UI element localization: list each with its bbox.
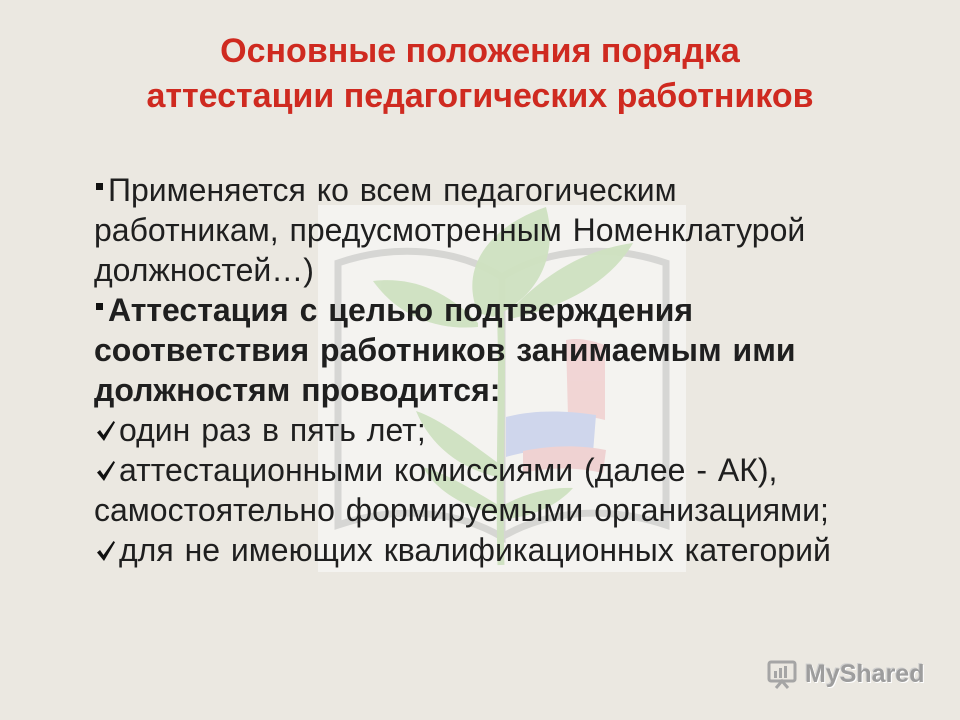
myshared-watermark bbox=[766, 656, 924, 692]
body-line-text: соответствия работников занимаемым ими bbox=[94, 332, 796, 368]
slide-body bbox=[94, 170, 934, 570]
body-line-7 bbox=[94, 410, 934, 450]
title-line-1: Основные положения порядка bbox=[220, 32, 740, 70]
body-line-8 bbox=[94, 450, 934, 490]
title-line-2: аттестации педагогических работников bbox=[146, 77, 814, 115]
checkmark-icon bbox=[96, 460, 116, 482]
body-line-text: должностей…) bbox=[94, 252, 314, 288]
body-line-2 bbox=[94, 210, 934, 250]
checkmark-icon bbox=[96, 420, 116, 442]
body-line-10 bbox=[94, 530, 934, 570]
body-line-4 bbox=[94, 290, 934, 330]
body-line-text: Применяется ко всем педагогическим bbox=[108, 172, 677, 208]
body-line-text: работникам, предусмотренным Номенклатурой bbox=[94, 212, 806, 248]
body-line-3 bbox=[94, 250, 934, 290]
body-line-text: самостоятельно формируемыми организациями; bbox=[94, 492, 829, 528]
body-line-text: аттестационными комиссиями (далее - АК), bbox=[119, 452, 778, 488]
body-line-1 bbox=[94, 170, 934, 210]
body-line-6 bbox=[94, 370, 934, 410]
checkmark-icon bbox=[96, 540, 116, 562]
body-line-text: для не имеющих квалификационных категорий bbox=[119, 532, 831, 568]
watermark-text: MyShared bbox=[805, 659, 925, 688]
body-line-9 bbox=[94, 490, 934, 530]
body-line-text: один раз в пять лет; bbox=[119, 412, 426, 448]
square-bullet-icon bbox=[96, 183, 103, 190]
body-line-text: должностям проводится: bbox=[94, 372, 501, 408]
slide-title bbox=[0, 29, 960, 119]
body-line-5 bbox=[94, 330, 934, 370]
body-line-text: Аттестация с целью подтверждения bbox=[108, 292, 694, 328]
square-bullet-icon bbox=[96, 303, 103, 310]
myshared-logo-icon bbox=[766, 657, 800, 691]
